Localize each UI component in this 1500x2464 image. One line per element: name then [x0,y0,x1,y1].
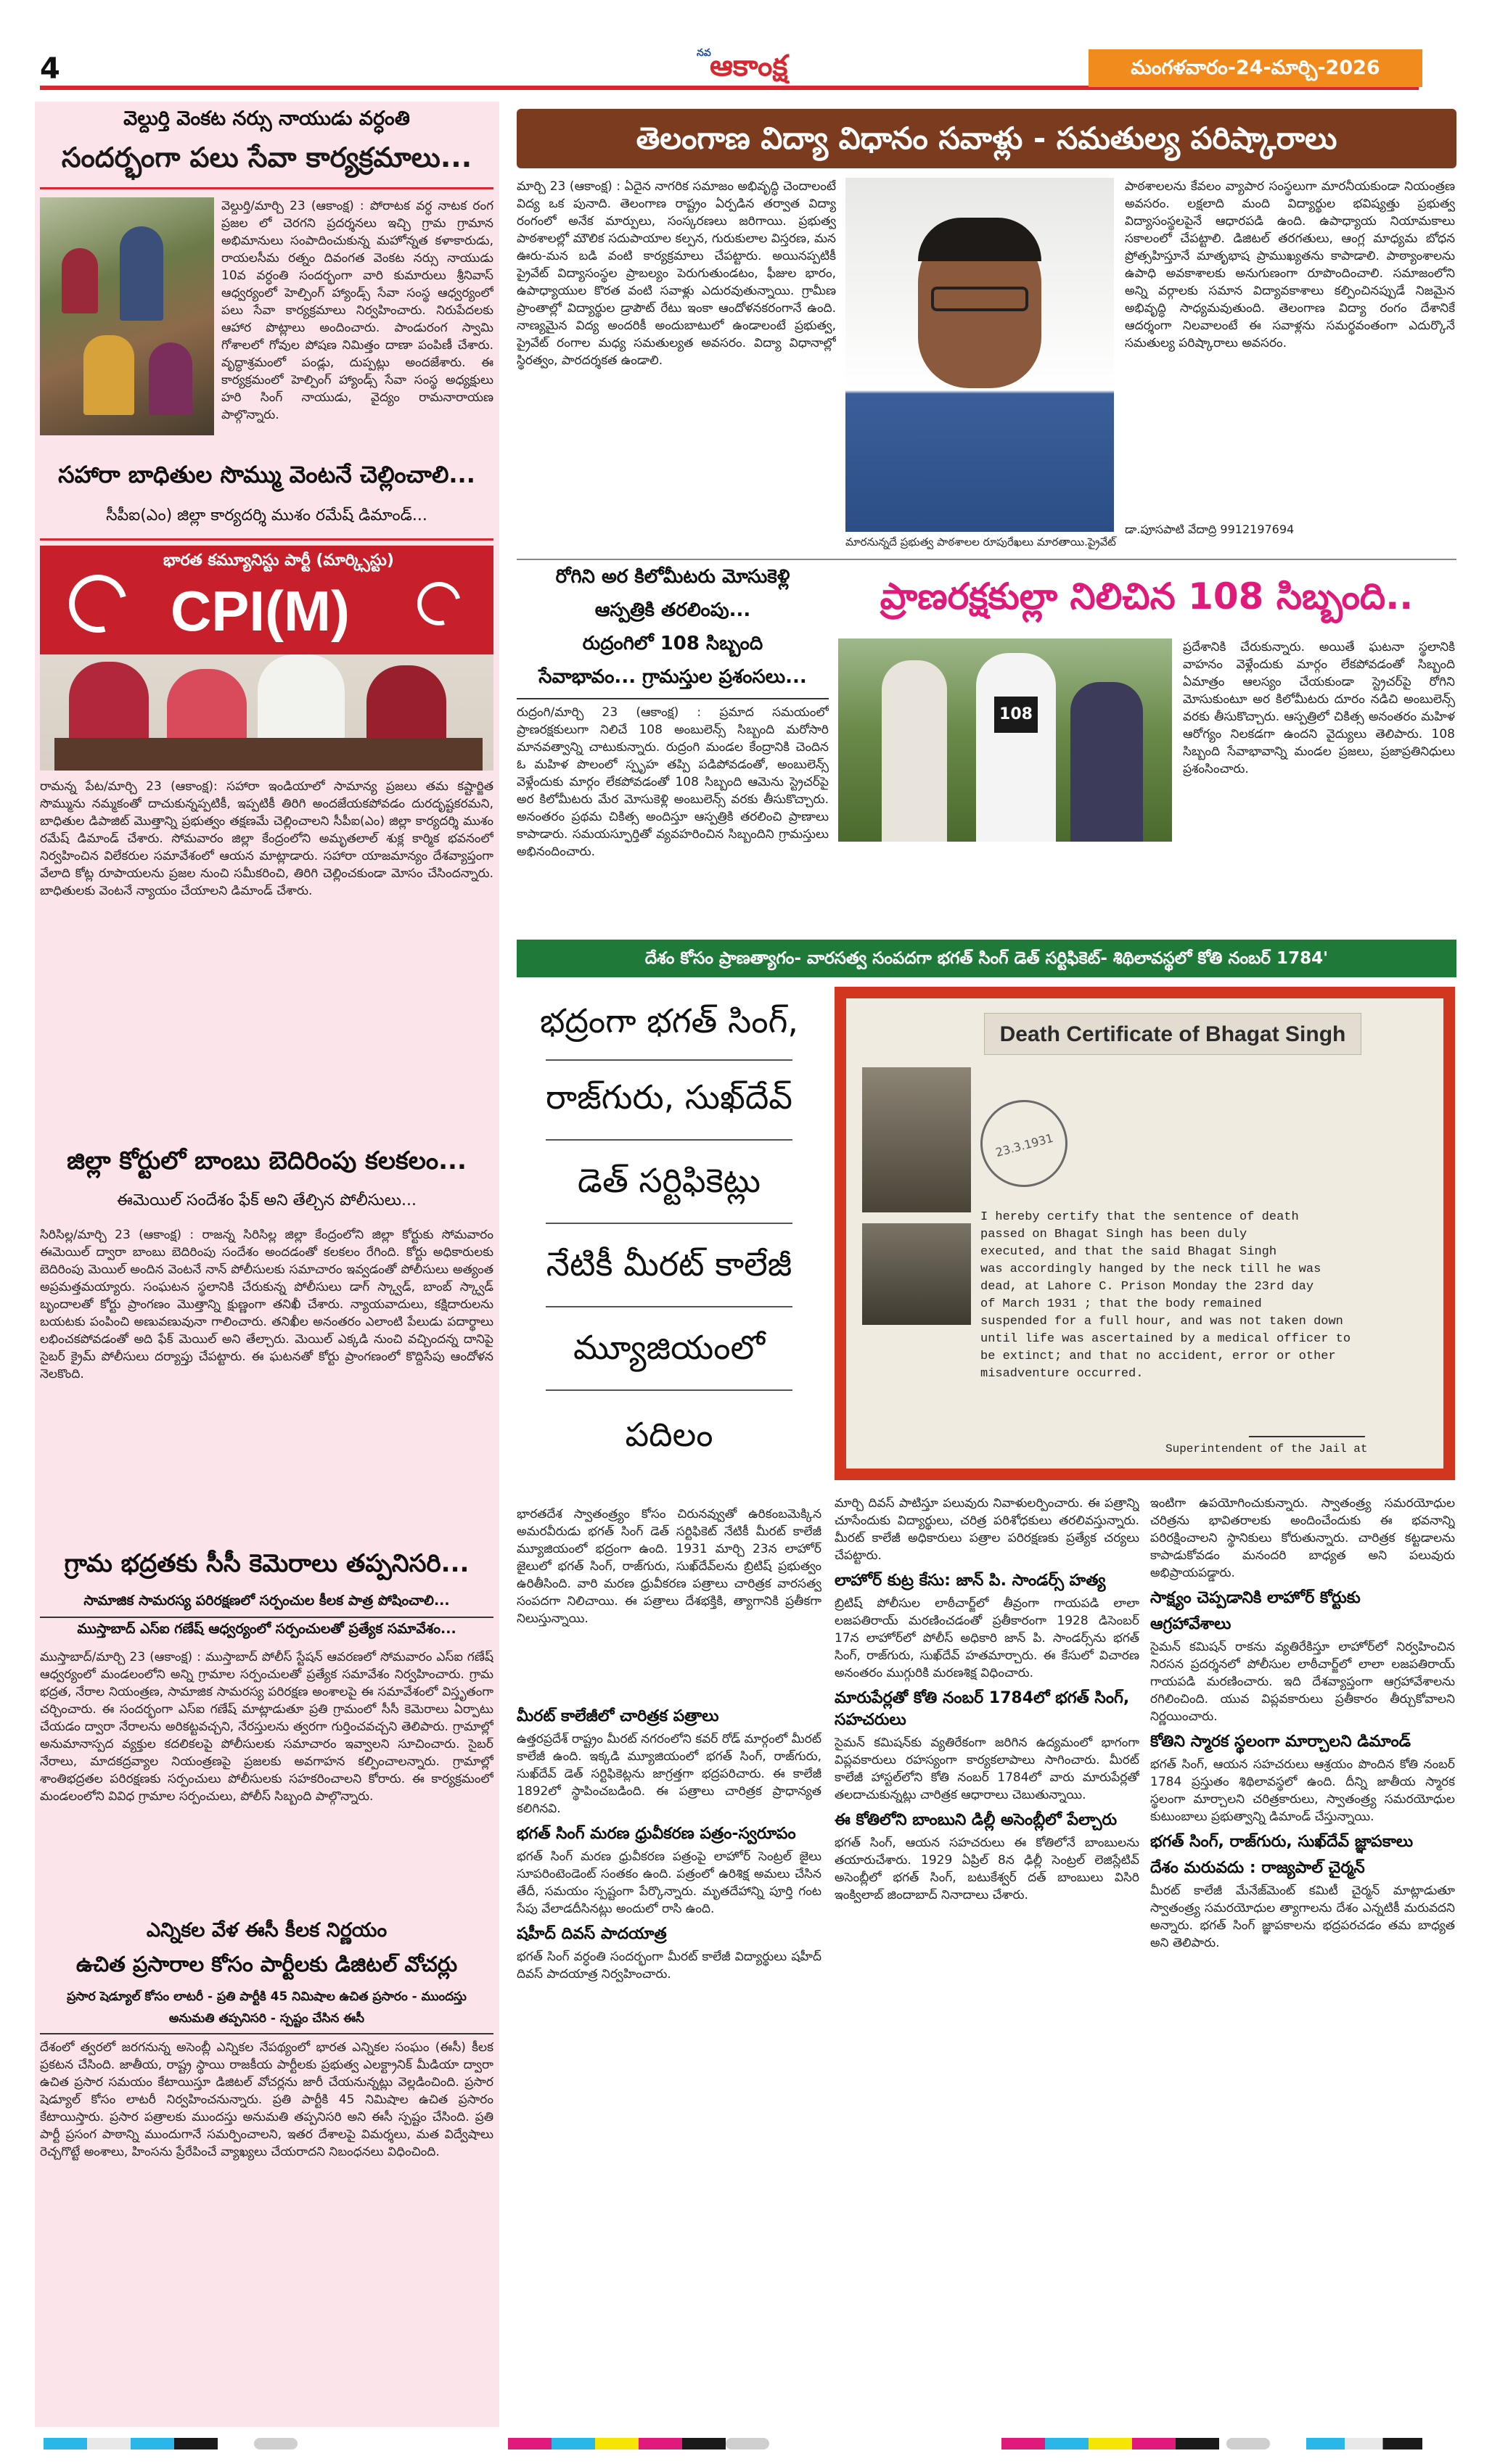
col-a-heading: షహీద్ దివస్ పాదయాత్ర [517,1925,667,1943]
cert-line: until life was ascertained by a medical officer to [980,1332,1351,1346]
col-c-heading: సాక్ష్యం చెప్పడానికి లాహోర్ కోర్టుకు [1150,1589,1361,1607]
education-author: డా.పూసపాటి వేదాద్రి 9912197694 [1125,522,1295,536]
bhagat-banner-text: దేశం కోసం ప్రాణత్యాగం- వారసత్వ సంపదగా భగత్ సింగ్ డెత్ సర్టిఫికెట్- శిథిలావస్థలో కోతి నంబర్ 1784' [644,949,1329,968]
ambulance-photo [838,638,1172,842]
education-headline: తెలంగాణ విద్యా విధానం సవాళ్లు - సమతుల్య పరిష్కారాలు [636,120,1337,156]
portrait-glasses [931,287,1028,311]
article1-rule [40,187,493,189]
article2-sub: సీపీఐ(ఎం) జిల్లా కార్యదర్శి ముశం రమేష్ డిమాండ్... [106,506,427,525]
article4-sub2: ముస్తాబాద్ ఎస్ఐ గణేష్ ఆధ్వర్యంలో సర్పంచులతో ప్రత్యేక సమావేశం... [77,1621,456,1637]
bhagat-col-c [1150,1495,1455,2423]
cpim-photo [40,546,493,771]
ambulance-body2: ప్రదేశానికి చేరుకున్నారు. అయితే ఘటనా స్థలానికి వాహనం వెళ్లేందుకు మార్గం లేకపోవడంతో సిబ్బంది ఏమాత్రం ఆలస్యం చేయకుండా స్ట్రెచర్‌పై రోగిని మోసుకుంటూ అర కిలోమీటరు దూరం నడిచి అంబులెన్స్ వరకు తీసుకొచ్చారు. ఆస్పత్రిలో చికిత్స అనంతరం మహిళ ఆరోగ్యం నిలకడగా ఉందని వైద్యులు తెలిపారు. 108 సిబ్బంది సేవాభావాన్ని మండల ప్రజలు, ప్రజాప్రతినిధులు ప్రశంసించారు. [1183,640,1455,776]
col-c-heading: ఆగ్రహావేశాలు [1150,1615,1231,1633]
logo-text: ఆకాంక్ష [710,49,788,83]
death-certificate-frame [835,987,1455,1480]
logo [697,47,856,88]
education-photo [845,178,1114,532]
col-c-para: భగత్ సింగ్, ఆయన సహచరులు ఆశ్రయం పొందిన కోతి నంబర్ 1784 ప్రస్తుతం శిథిలావస్థలో ఉంది. దీన్ని జాతీయ స్మారక స్థలంగా మార్చాలని చరిత్రకారులు, స్వాతంత్ర్య సమరయోధుల కుటుంబాలు ప్రభుత్వాన్ని డిమాండ్ చేస్తున్నాయి. [1150,1757,1455,1824]
article3-sub: ఈమెయిల్ సందేశం ఫేక్ అని తేల్చిన పోలీసులు... [117,1191,417,1210]
education-col2: పాఠశాలలను కేవలం వ్యాపార సంస్థలుగా మారనీయకుండా నియంత్రణ అవసరం. లక్షలాది మంది విద్యార్థుల భవిష్యత్తు ప్రభుత్వ విద్యాసంస్థలపైనే ఆధారపడి ఉంది. ఉపాధ్యాయ నియామకాలు సకాలంలో చేపట్టాలి. డిజిటల్ తరగతులు, ఆంగ్ల మాధ్యమ బోధన ప్రోత్సహిస్తూనే మాతృభాష ప్రాముఖ్యతను కాపాడాలి. పాఠ్యాంశాలను ఉపాధి అవకాశాలకు అనుగుణంగా రూపొందించాలి. సమాజంలోని అన్ని వర్గాలకు సమాన విద్యావకాశాలు కల్పించినప్పుడే నిజమైన అభివృద్ధి సాధ్యమవుతుంది. తెలంగాణ విద్యా రంగం దేశానికే ఆదర్శంగా నిలవాలంటే ఈ సవాళ్లను సమర్థవంతంగా ఎదుర్కొనే సమతుల్య పరిష్కారాలు అవసరం. [1125,179,1455,350]
col-a-heading: భగత్ సింగ్ మరణ ధ్రువీకరణ పత్రం-స్వరూపం [517,1825,796,1843]
ambulance-kicker1: రోగిని అర కిలోమీటరు మోసుకెళ్లి [555,566,790,588]
ambulance-body: రుద్రంగి/మార్చి 23 (ఆకాంక్ష) : ప్రమాద సమయంలో ప్రాణరక్షకులుగా నిలిచే 108 అంబులెన్స్ సిబ్బంది మరోసారి మానవత్వాన్ని చాటుకున్నారు. రుద్రంగి మండల కేంద్రానికి చెందిన ఓ మహిళ పొలంలో స్పృహ తప్పి పడిపోవడంతో, అంబులెన్స్ వెళ్లేందుకు మార్గం లేకపోవడంతో 108 సిబ్బంది ఆమెను స్ట్రెచర్‌పై అర కిలోమీటరు మేర మోసుకెళ్లి అంబులెన్స్ వరకు తీసుకొచ్చారు. అనంతరం ప్రథమ చికిత్స అందిస్తూ ఆస్పత్రికి తరలించి ప్రాణాలు కాపాడారు. సమయస్ఫూర్తితో వ్యవహరించిన సిబ్బందిని గ్రామస్తులు అభినందించారు. [517,705,829,859]
article4-rule [40,1617,493,1618]
reg-pill-3 [1226,2438,1270,2449]
col-c-heading: కోతిని స్మారక స్థలంగా మార్చాలని డిమాండ్ [1150,1733,1411,1751]
article5-kicker: ఎన్నికల వేళ ఈసీ కీలక నిర్ణయం [146,1919,388,1942]
article2-headline: సహారా బాధితుల సొమ్ము వెంటనే చెల్లించాలి... [58,461,475,488]
cert-footer: Superintendent of the Jail at [1165,1442,1368,1455]
section-divider [517,559,1456,560]
bhagat-h1: భద్రంగా భగత్ సింగ్, [539,1001,799,1040]
col-a-para: ఉత్తరప్రదేశ్ రాష్ట్రం మీరట్ నగరంలోని కవర్ రోడ్ మార్గంలో మీరట్ కాలేజీ ఉంది. ఇక్కడి మ్యూజియంలో భగత్ సింగ్, రాజ్‌గురు, సుఖ్‌దేవ్ డెత్ సర్టిఫికెట్లను జాగ్రత్తగా భద్రపరిచారు. ఈ కాలేజీ 1892లో స్థాపించబడింది. ఈ పత్రాలు చారిత్రక ప్రాధాన్యత కలిగినవి. [517,1732,821,1816]
ambulance-kicker3: రుద్రంగిలో 108 సిబ్బంది [582,633,763,654]
col-c-para: సైమన్ కమిషన్ రాకను వ్యతిరేకిస్తూ లాహోర్‌లో నిర్వహించిన నిరసన ప్రదర్శనలో పోలీసుల లాఠీచార్జ్‌లో లాలా లజపతిరాయ్ గాయపడి మరణించారు. ఇది దేశవ్యాప్తంగా ఆగ్రహావేశాలను రగిలించింది. యువ విప్లవకారులు ప్రతీకారం తీర్చుకోవాలని నిర్ణయించారు. [1150,1640,1455,1724]
portrait-hair [918,218,1041,261]
ambulance-rule [517,698,829,699]
cert-line: be extinct; and that no accident, error or other [980,1350,1336,1363]
bhagat-col-b [835,1495,1139,2423]
cert-line: passed on Bhagat Singh has been duly [980,1228,1247,1241]
article4-sub: సామాజిక సామరస్య పరిరక్షణలో సర్పంచుల కీలక పాత్ర పోషించాలి... [83,1593,450,1609]
col-a-para: భగత్ సింగ్ వర్ధంతి సందర్భంగా మీరట్ కాలేజీ విద్యార్థులు షహీద్ దివస్ పాదయాత్ర నిర్వహించారు. [517,1950,821,1982]
cert-title-bar [984,1013,1361,1055]
date-text: మంగళవారం-24-మార్చి-2026 [1131,57,1380,79]
portrait-top [862,1067,971,1212]
col-b-heading: లాహోర్ కుట్ర కేసు: జాన్ పి. సాండర్స్ హత్య [835,1572,1106,1590]
cert-line: of March 1931 ; that the body remained [980,1297,1262,1311]
date-banner [1089,49,1422,87]
reg-pill-1 [254,2438,298,2449]
col-a-para: భగత్ సింగ్ మరణ ధ్రువీకరణ పత్రంపై లాహోర్ సెంట్రల్ జైలు సూపరింటెండెంట్ సంతకం ఉంది. పత్రంలో ఉరిశిక్ష అమలు చేసిన తేదీ, సమయం స్పష్టంగా పేర్కొన్నారు. మృతదేహాన్ని పూర్తి గంట సేపు వేలాడదీసినట్లు అందులో రాసి ఉంది. [517,1849,821,1916]
death-certificate [846,998,1443,1469]
bhagat-headline-block [517,987,821,1495]
reg-mark-right [1001,2438,1219,2449]
bhagat-h5: మ్యూజియంలో [573,1328,765,1367]
bhagat-lead-body: భారతదేశ స్వాతంత్ర్యం కోసం చిరునవ్వుతో ఉరికంబమెక్కిన అమరవీరుడు భగత్ సింగ్ డెత్ సర్టిఫికెట్ నేటికీ మీరట్ కాలేజీ మ్యూజియంలో భద్రంగా ఉంది. 1931 మార్చి 23న లాహోర్ జైలులో భగత్ సింగ్, రాజ్‌గురు, సుఖ్‌దేవ్‌లను బ్రిటిష్ ప్రభుత్వం ఉరితీసింది. వారి మరణ ధ్రువీకరణ పత్రాలు చారిత్రక వారసత్వ సంపదగా నిలిచాయి. ఈ పత్రాలు దేశభక్తికి, త్యాగానికి ప్రతీకగా నిలుస్తున్నాయి. [517,1507,821,1626]
col-c-heading: దేశం మరువదు : రాజ్యపాల్ చైర్మన్ [1150,1859,1365,1877]
cert-title: Death Certificate of Bhagat Singh [999,1022,1346,1046]
ambulance-headline-box [838,566,1455,628]
col-b-heading: మారుపేర్లతో కోతి నంబర్ 1784లో భగత్ సింగ్, సహచరులు [835,1689,1130,1729]
article2-body: రామన్న పేట/మార్చి 23 (ఆకాంక్ష): సహారా ఇండియాలో సామాన్య ప్రజలు తమ కష్టార్జిత సొమ్మును నమ్మకంతో దాచుకున్నప్పటికీ, ఇప్పటికీ తిరిగి అందజేయకపోవడం దురదృష్టకరమని, బాధితుల డిపాజిట్ మొత్తాన్ని ప్రభుత్వం తక్షణమే చెల్లించాలని సీపీఐ(ఎం) జిల్లా కార్యదర్శి ముశం రమేష్ డిమాండ్ చేశారు. సోమవారం జిల్లా కేంద్రంలోని అమృతలాల్ శుక్ల కార్మిక భవనంలో నిర్వహించిన విలేకరుల సమావేశంలో ఆయన మాట్లాడారు. సహారా యాజమాన్యం దేశవ్యాప్తంగా వేలాది కోట్ల రూపాయలను ప్రజల నుంచి సమీకరించి, తిరిగి చెల్లించకుండా మోసం చేసిందన్నారు. బాధితులకు వెంటనే న్యాయం చేయాలని డిమాండ్ చేశారు. [40,779,493,898]
cert-line: I hereby certify that the sentence of death [980,1210,1299,1224]
article5-headline: ఉచిత ప్రసారాల కోసం పార్టీలకు డిజిటల్ వోచర్లు [75,1952,458,1976]
cpim-banner-line1: భారత కమ్యూనిస్టు పార్టీ (మార్క్సిస్టు) [163,551,394,570]
ambulance-headline: ప్రాణరక్షకుల్లా నిలిచిన 108 సిబ్బంది.. [880,575,1414,617]
col-b-para: సైమన్ కమిషన్‌కు వ్యతిరేకంగా జరిగిన ఉద్యమంలో భాగంగా విప్లవకారులు రహస్యంగా కార్యకలాపాలు సాగించారు. మీరట్ కాలేజీ హాస్టల్‌లోని కోతి నంబర్ 1784లో వారు మారుపేర్లతో తలదాచుకున్నట్లు చారిత్రక ఆధారాలు చెబుతున్నాయి. [835,1736,1139,1802]
col-b-heading: ఈ కోతిలోని బాంబుని డిల్లీ అసెంబ్లీలో పేల్చారు [835,1811,1118,1829]
bhagat-h3: డెత్ సర్టిఫికెట్లు [577,1161,761,1200]
bhagat-col-a [517,1701,821,2423]
reg-mark-mid [508,2438,726,2449]
bhagat-banner [517,940,1456,977]
reg-pill-2 [726,2438,769,2449]
bhagat-h4: నేటికీ మీరట్ కాలేజీ [546,1244,792,1284]
article5-body: దేశంలో త్వరలో జరగనున్న అసెంబ్లీ ఎన్నికల నేపథ్యంలో భారత ఎన్నికల సంఘం (ఈసీ) కీలక ప్రకటన చేసింది. జాతీయ, రాష్ట్ర స్థాయి రాజకీయ పార్టీలకు ప్రభుత్వ ఎలక్ట్రానిక్ మీడియా ద్వారా ఉచిత ప్రసార సమయం కేటాయిస్తూ డిజిటల్ వోచర్లను జారీ చేయనున్నట్లు వెల్లడించింది. ప్రసార షెడ్యూల్ కోసం లాటరీ నిర్వహించనున్నారు. ప్రతి పార్టీకి 45 నిమిషాల ఉచిత ప్రసారం కేటాయిస్తారు. ప్రసార పత్రాలకు ముందస్తు అనుమతి తప్పనిసరి అని ఈసీ స్పష్టం చేసింది. ప్రతి పార్టీ ప్రసంగ పాఠాన్ని ముందుగానే సమర్పించాలని, ఇతర దేశాలపై విమర్శలు, మత విద్వేషాలు రెచ్చగొట్టే అంశాలు, హింసను ప్రేరేపించే వ్యాఖ్యలు చేయరాదని నిబంధనలు విధించింది. [40,2040,493,2159]
article1-kicker: వెల్దుర్తి వెంకట నర్సు నాయుడు వర్ధంతి [123,107,410,130]
masthead [0,0,1500,91]
reg-mark-end [1306,2438,1422,2449]
cert-signature [1249,1408,1373,1437]
article1-photo [40,197,214,435]
ambulance-kicker4: సేవాభావం... గ్రామస్తుల ప్రశంసలు... [538,666,807,688]
cpim-banner-line2: CPI(M) [171,579,350,643]
bhagat-h6: పదిలం [625,1415,713,1454]
badge-108: 108 [994,697,1038,733]
education-col1: మార్చి 23 (ఆకాంక్ష) : ఏదైన నాగరిక సమాజం అభివృద్ధి చెందాలంటే విద్య ఒక పునాది. తెలంగాణ రాష్ట్రం ఏర్పడిన తర్వాత విద్యా రంగంలో అనేక మార్పులు, సంస్కరణలు జరిగాయి. ప్రభుత్వ పాఠశాలల్లో మౌలిక సదుపాయాల కల్పన, గురుకులాల విస్తరణ, మన ఊరు-మన బడి వంటి కార్యక్రమాలు చేపట్టారు. అయినప్పటికీ ప్రైవేట్ విద్యాసంస్థల ప్రాబల్యం పెరుగుతుండటం, ఫీజుల భారం, ఉపాధ్యాయుల కొరత వంటి సవాళ్లు ఎదురవుతున్నాయి. గ్రామీణ ప్రాంతాల్లో విద్యార్థుల డ్రాపౌట్ రేటు ఇంకా ఆందోళనకరంగానే ఉంది. నాణ్యమైన విద్య అందరికీ అందుబాటులో ఉండాలంటే ప్రభుత్వ, ప్రైవేట్ రంగాల మధ్య సమతుల్యత అవసరం. విద్యా విధానాల్లో స్థిరత్వం, పారదర్శకత ఉండాలి. [517,179,836,368]
article1-headline: సందర్భంగా పలు సేవా కార్యక్రమాలు... [61,141,472,173]
article1-body: వెల్దుర్తి/మార్చి 23 (ఆకాంక్ష) : పోరాటక వర్ధ నాటక రంగ ప్రజల లో చెరగని ప్రదర్శనలు ఇచ్చి గ్రామ గ్రామాన అభిమానులు సంపాదించుకున్న మహోన్నత కళాకారుడు, రాయలసీమ రత్నం దివంగత వెంకట నర్సు నాయుడు 10వ వర్ధంతి సందర్భంగా వారి కుమారులు శ్రీనివాస్ ఆధ్వర్యంలో హెల్పింగ్ హ్యాండ్స్ సేవా సంస్థ ఆధ్వర్యంలో పలు సేవా కార్యక్రమాలు నిర్వహించారు. నిరుపేదలకు ఆహార పొట్లాలు అందించారు. పాండురంగ స్వామి గోశాలలో గోవుల పోషణ నిమిత్తం దాణా పంపిణీ చేశారు. వృద్ధాశ్రమంలో పండ్లు, దుప్పట్లు అందజేశారు. ఈ కార్యక్రమంలో హెల్పింగ్ హ్యాండ్స్ సేవా సంస్థ అధ్యక్షులు హరి సింగ్ నాయుడు, వైద్యం రామనారాయణ పాల్గొన్నారు. [221,199,493,422]
registration-strip [0,2434,1500,2456]
col-b-para: మార్చి దివస్ పాటిస్తూ పలువురు నివాళులర్పించారు. ఈ పత్రాన్ని చూసేందుకు విద్యార్థులు, చరిత్ర పరిశోధకులు తరలివస్తున్నారు. మీరట్ కాలేజీ అధికారులు పత్రాల పరిరక్షణకు ప్రత్యేక చర్యలు చేపట్టారు. [835,1496,1139,1563]
article4-body: ముస్తాబాద్/మార్చి 23 (ఆకాంక్ష) : ముస్తాబాద్ పోలీస్ స్టేషన్ ఆవరణలో సోమవారం ఎస్ఐ గణేష్ ఆధ్వర్యంలో మండలంలోని అన్ని గ్రామాల సర్పంచులతో ప్రత్యేక సమావేశం నిర్వహించారు. గ్రామ భద్రత, నేరాల నియంత్రణ, సామాజిక సామరస్య పరిరక్షణ అంశాలపై ఈ సమావేశంలో విస్తృతంగా చర్చించారు. ఈ సందర్భంగా ఎస్ఐ గణేష్ మాట్లాడుతూ ప్రతి గ్రామంలో సీసీ కెమెరాలు ఏర్పాటు చేయడం ద్వారా నేరాలను అరికట్టవచ్చని, నేరస్తులను త్వరగా గుర్తించవచ్చని తెలిపారు. గ్రామాల్లో అనుమానాస్పద వ్యక్తుల కదలికలపై పోలీసులకు సమాచారం ఇవ్వాలని సూచించారు. సైబర్ నేరాలు, మాదకద్రవ్యాల నియంత్రణపై ప్రజలకు అవగాహన కల్పించాలన్నారు. గ్రామాల్లో శాంతిభద్రతల పరిరక్షణకు సర్పంచులు పోలీసులకు సహకరించాలని కోరారు. ఈ కార్యక్రమంలో మండలంలోని వివిధ గ్రామాల సర్పంచులు, పోలీస్ సిబ్బంది పాల్గొన్నారు. [40,1650,493,1804]
logo-small: నవ [697,47,711,59]
article2-rule [40,538,493,541]
cert-text-block [980,1209,1430,1383]
article5-sub: ప్రసార షెడ్యూల్ కోసం లాటరీ - ప్రతి పార్టీకి 45 నిమిషాల ఉచిత ప్రసారం - ముందస్తు [67,1989,467,2004]
article4-headline: గ్రామ భద్రతకు సీసీ కెమెరాలు తప్పనిసరి... [64,1549,470,1578]
article3-body: సిరిసిల్ల/మార్చి 23 (ఆకాంక్ష) : రాజన్న సిరిసిల్ల జిల్లా కేంద్రంలోని జిల్లా కోర్టుకు సోమవారం ఈమెయిల్ ద్వారా బాంబు బెదిరింపు సందేశం అందడంతో కలకలం రేగింది. కోర్టు అధికారులకు బెదిరింపు మెయిల్ అందిన వెంటనే నాన్ పోలీసులకు సమాచారం ఇవ్వడంతో పోలీసులు అత్యంత అప్రమత్తమయ్యారు. సంఘటన స్థలానికి చేరుకున్న పోలీసులు డాగ్ స్క్వాడ్, బాంబ్ స్క్వాడ్ బృందాలతో కోర్టు ప్రాంగణం మొత్తాన్ని క్షుణ్ణంగా తనిఖీ చేశారు. న్యాయవాదులు, కక్షిదారులను బయటకు పంపించి అణువణువునా గాలించారు. తనిఖీల అనంతరం ఎలాంటి పేలుడు పదార్థాలు లభించకపోవడంతో అది ఫేక్ మెయిల్ అని తేల్చారు. మెయిల్ ఎక్కడి నుంచి వచ్చిందన్న దానిపై సైబర్ క్రైమ్ పోలీసులు దర్యాప్తు చేపట్టారు. ఈ ఘటనతో కోర్టు ప్రాంగణంలో కొద్దిసేపు ఆందోళన నెలకొంది. [40,1228,493,1381]
col-b-para: భగత్ సింగ్, ఆయన సహచరులు ఈ కోతిలోనే బాంబులను తయారుచేశారు. 1929 ఏప్రిల్ 8న ఢిల్లీ సెంట్రల్ లెజిస్లేటివ్ అసెంబ్లీలో భగత్ సింగ్, బటుకేశ్వర్ దత్ బాంబులు విసిరి ఇంక్విలాబ్ జిందాబాద్ నినాదాలు చేశారు. [835,1836,1139,1902]
col-a-heading: మీరట్ కాలేజీలో చారిత్రక పత్రాలు [517,1707,719,1725]
col-b-para: బ్రిటిష్ పోలీసుల లాఠీచార్జ్‌లో తీవ్రంగా గాయపడి లాలా లజపతిరాయ్ మరణించడంతో ప్రతీకారంగా 1928 డిసెంబర్ 17న లాహోర్‌లో పోలీస్ అధికారి జాన్ పి. సాండర్స్‌ను భగత్ సింగ్, రాజ్‌గురు, సుఖ్‌దేవ్ హతమార్చారు. ఈ కేసులో విచారణ అనంతరం ముగ్గురికి మరణశిక్ష విధించారు. [835,1596,1139,1680]
cert-line: dead, at Lahore C. Prison Monday the 23rd day [980,1280,1314,1294]
col-c-heading: భగత్ సింగ్, రాజ్‌గురు, సుఖ్‌దేవ్ జ్ఞాపకాలు [1150,1833,1414,1851]
ambulance-kicker2: ఆస్పత్రికి తరలింపు... [594,599,751,621]
cert-line: executed, and that the said Bhagat Singh [980,1245,1277,1259]
portrait-bottom [862,1223,971,1325]
page-number: 4 [40,52,60,86]
article5-sub2: అనుమతి తప్పనిసరి - స్పష్టం చేసిన ఈసీ [168,2011,365,2026]
col-c-para: ఇంటిగా ఉపయోగించుకున్నారు. స్వాతంత్ర్య సమరయోధుల చరిత్రను భావితరాలకు అందించేందుకు ఈ భవనాన్ని పరిరక్షించాలని స్థానికులు కోరుతున్నారు. చారిత్రక కట్టడాలను కాపాడుకోవడం మనందరి బాధ్యత అని పలువురు అభిప్రాయపడ్డారు. [1150,1496,1455,1580]
cert-stamp: 23.3.1931 [971,1091,1078,1197]
cert-line: was accordingly hanged by the neck till he was [980,1262,1321,1276]
article3-headline: జిల్లా కోర్టులో బాంబు బెదిరింపు కలకలం... [67,1146,467,1175]
reg-mark-left [44,2438,218,2449]
bhagat-h2: రాజ్‌గురు, సుఖ్‌దేవ్ [545,1077,793,1117]
education-caption: మారనున్నదే ప్రభుత్వ పాఠశాలల రూపురేఖలు మారతాయి.ప్రైవేట్ [845,535,1116,549]
cert-line: suspended for a full hour, and was not taken down [980,1315,1343,1328]
cert-line: misadventure occurred. [980,1367,1144,1381]
education-banner [517,109,1456,168]
article5-rule [40,2033,493,2034]
col-c-para: మీరట్ కాలేజీ మేనేజ్‌మెంట్ కమిటీ చైర్మన్ మాట్లాడుతూ స్వాతంత్ర్య సమరయోధుల త్యాగాలను దేశం ఎన్నటికీ మరువదని అన్నారు. భగత్ సింగ్ జ్ఞాపకాలను భద్రపరచడం తమ బాధ్యత అని తెలిపారు. [1150,1884,1455,1950]
